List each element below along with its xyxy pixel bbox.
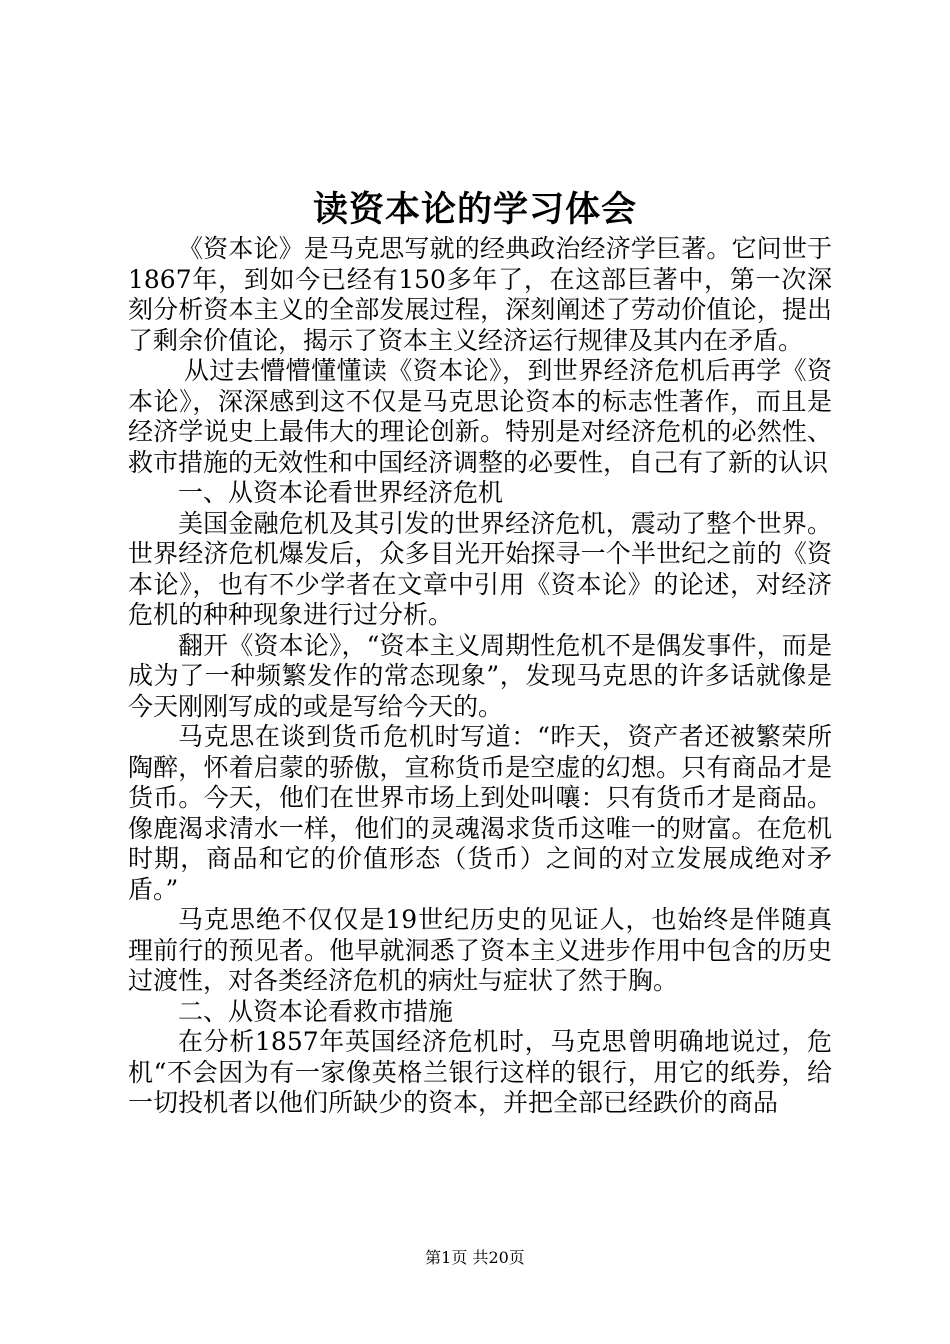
paragraph: 美国金融危机及其引发的世界经济危机，震动了整个世界。世界经济危机爆发后，众多目光开始探寻一个半世纪之前的《资本论》，也有不少学者在文章中引用《资本论》的论述，对经济危机的种种现象进行过分析。 — [128, 508, 832, 629]
paragraph: 从过去懵懵懂懂读《资本论》，到世界经济危机后再学《资本论》，深深感到这不仅是马克思论资本的标志性著作，而且是经济学说史上最伟大的理论创新。特别是对经济危机的必然性、救市措施的无效性和中国经济调整的必要性，自己有了新的认识 — [128, 356, 832, 477]
paragraph: 在分析1857年英国经济危机时，马克思曾明确地说过，危机“不会因为有一家像英格兰银行这样的银行，用它的纸券，给一切投机者以他们所缺少的资本，并把全部已经跌价的商品 — [128, 1027, 832, 1117]
paragraph: 《资本论》是马克思写就的经典政治经济学巨著。它问世于1867年，到如今已经有150多年了，在这部巨著中，第一次深刻分析资本主义的全部发展过程，深刻阐述了劳动价值论，提出了剩余价值论，揭示了资本主义经济运行规律及其内在矛盾。 — [128, 234, 832, 355]
section-heading: 二、从资本论看救市措施 — [178, 996, 454, 1026]
document-title: 读资本论的学习体会 — [312, 189, 637, 230]
paragraph: 马克思绝不仅仅是19世纪历史的见证人，也始终是伴随真理前行的预见者。他早就洞悉了资本主义进步作用中包含的历史过渡性，对各类经济危机的病灶与症状了然于胸。 — [128, 905, 832, 995]
paragraph: 马克思在谈到货币危机时写道：“昨天，资产者还被繁荣所陶醉，怀着启蒙的骄傲，宣称货币是空虚的幻想。只有商品才是货币。今天，他们在世界市场上到处叫嚷：只有货币才是商品。像鹿渴求清水一样，他们的灵魂渴求货币这唯一的财富。在危机时期，商品和它的价值形态（货币）之间的对立发展成绝对矛盾。” — [128, 722, 832, 904]
document-body — [128, 234, 832, 1119]
paragraph: 翻开《资本论》，“资本主义周期性危机不是偶发事件，而是成为了一种频繁发作的常态现象”，发现马克思的许多话就像是今天刚刚写成的或是写给今天的。 — [128, 630, 832, 721]
page-footer: 第1页 共20页 — [425, 1248, 525, 1267]
section-heading: 一、从资本论看世界经济危机 — [178, 478, 504, 507]
